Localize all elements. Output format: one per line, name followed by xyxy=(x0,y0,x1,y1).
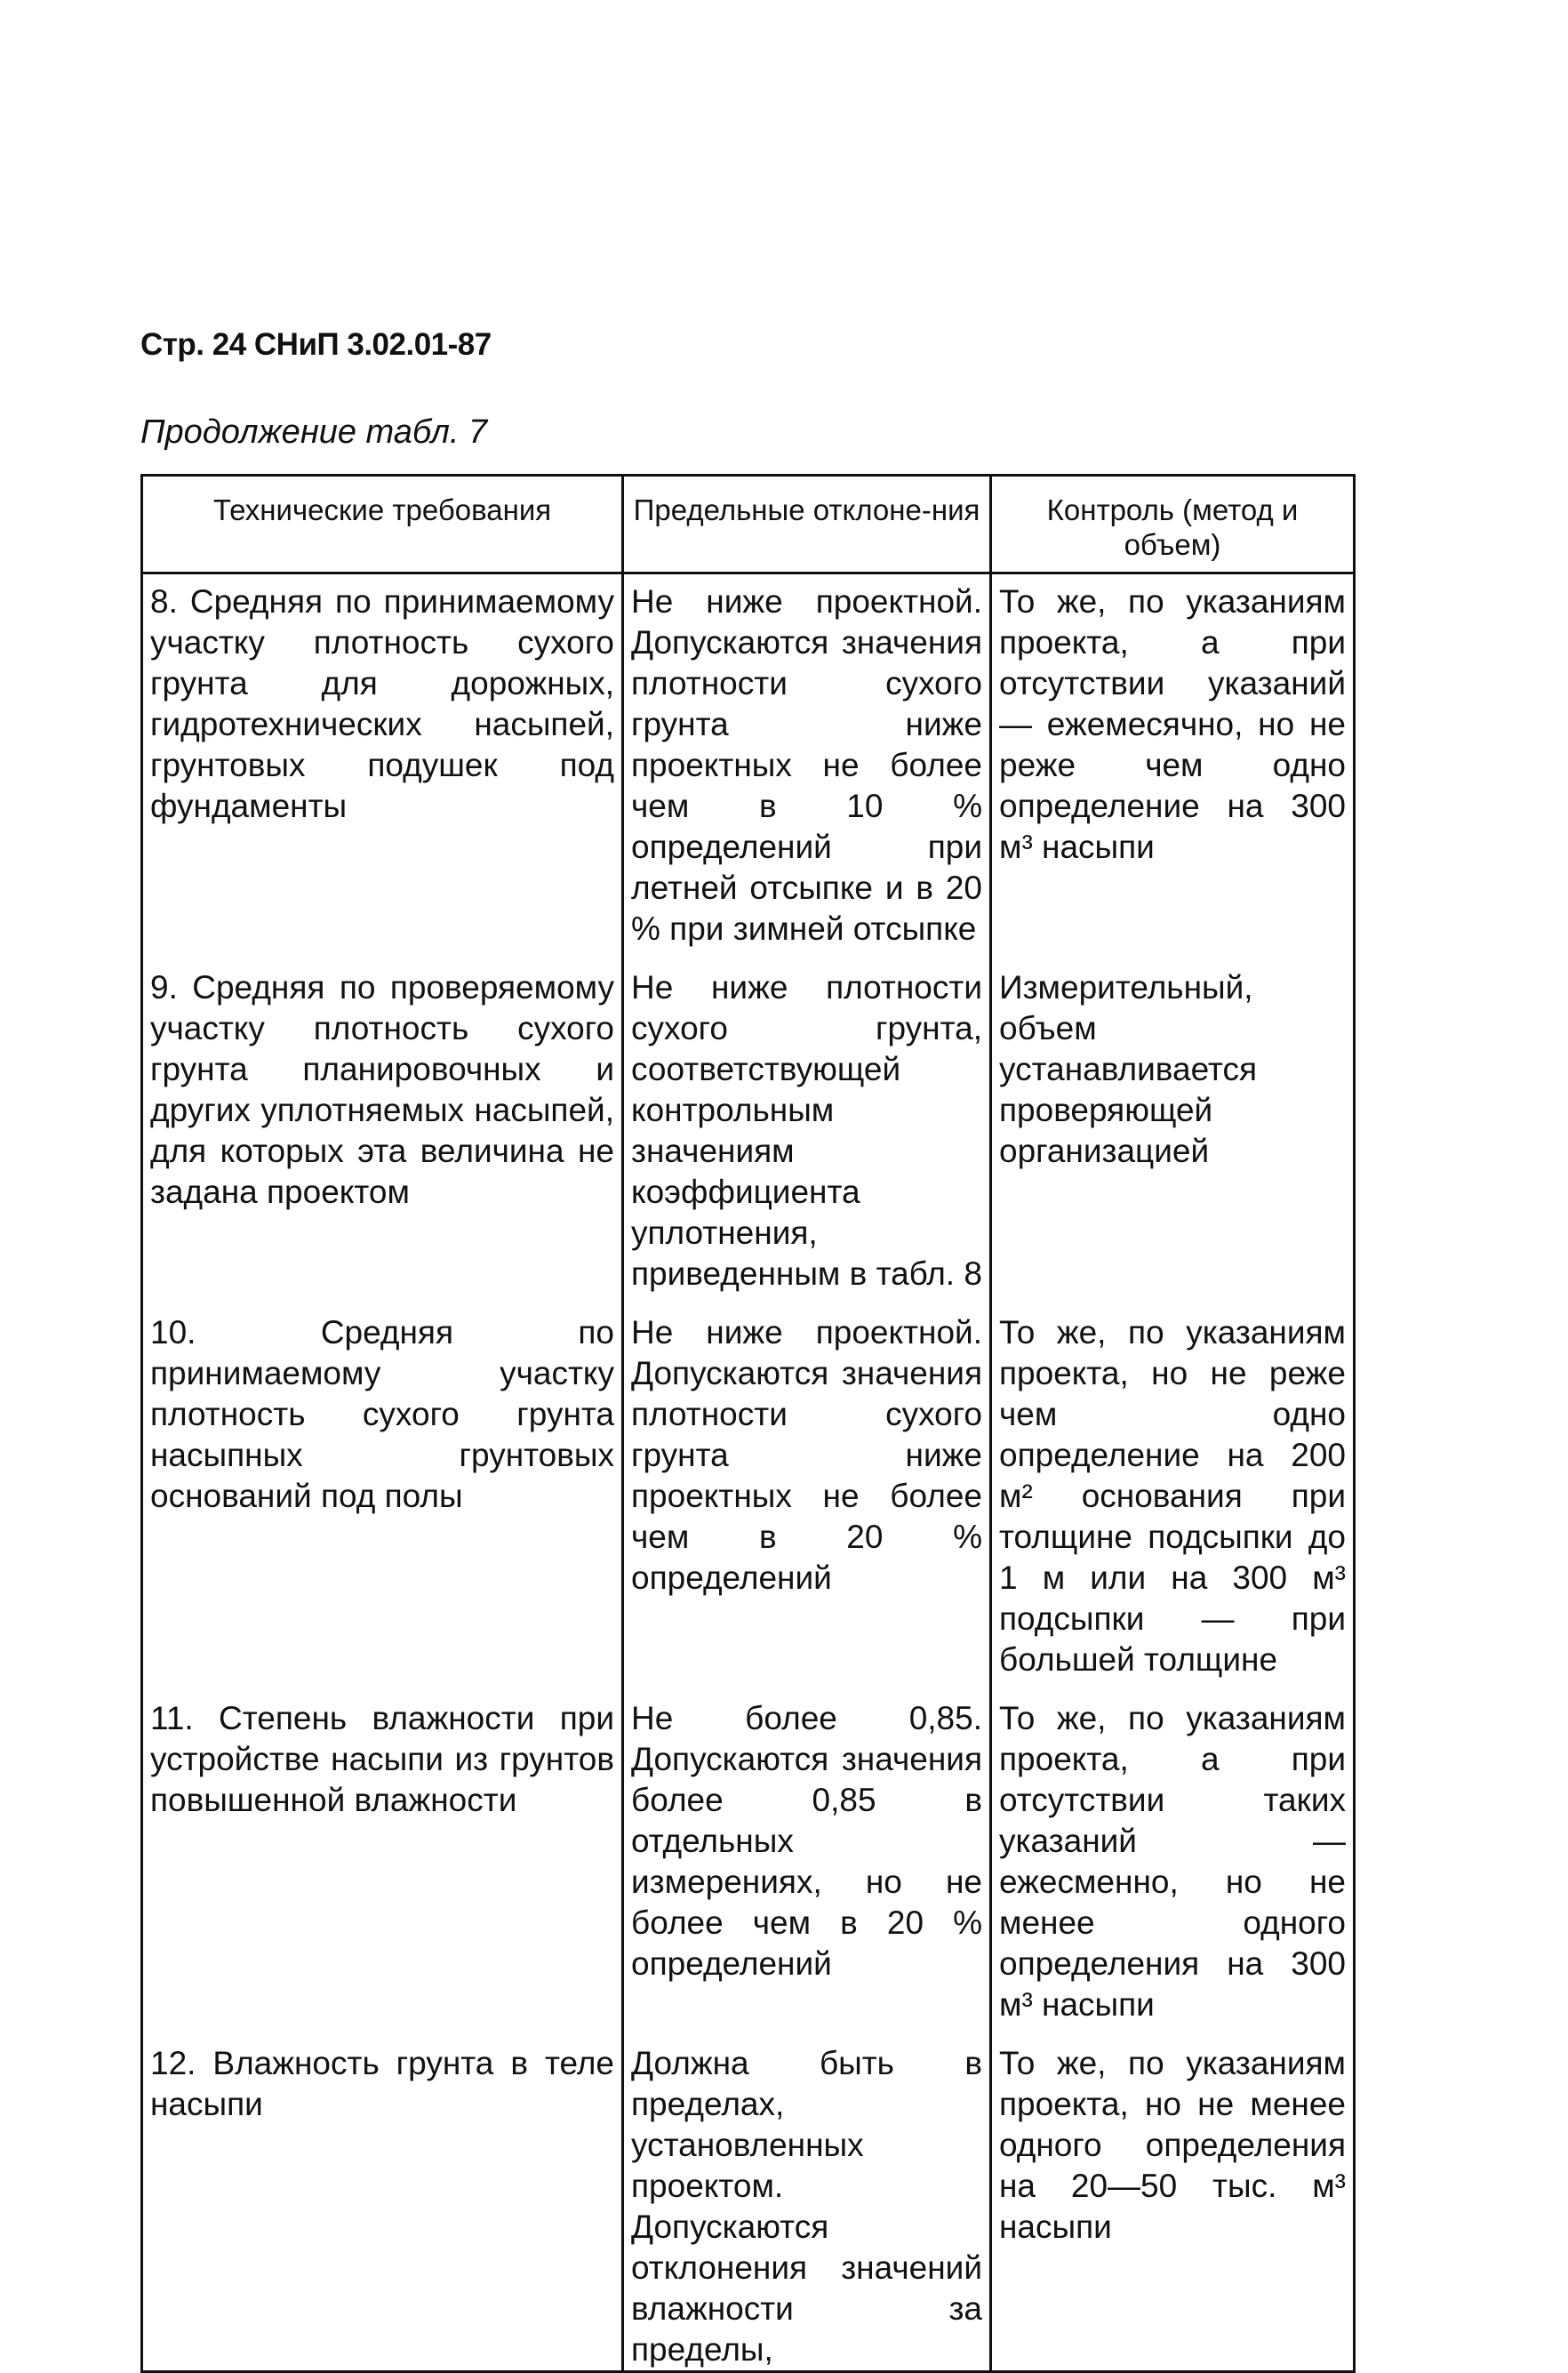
control-cell: То же, по указаниям проекта, но не менее одного определения на 20—50 тыс. м³ насыпи xyxy=(991,2025,1355,2372)
deviation-cell: Не более 0,85. Допускаются значения более 0,85 в отдельных измерениях, но не более чем в 20 % определений xyxy=(623,1680,991,2025)
deviation-cell: Не ниже проектной. Допускаются значения плотности сухого грунта ниже проектных не более чем в 20 % определений xyxy=(623,1295,991,1680)
table-row xyxy=(142,2025,1355,2372)
control-cell: То же, по указаниям проекта, а при отсутствии таких указаний — ежесменно, но не менее одного определения на 300 м³ насыпи xyxy=(991,1680,1355,2025)
control-cell: Измерительный, объем устанавливается проверяющей организацией xyxy=(991,950,1355,1295)
deviation-cell: Должна быть в пределах, установленных проектом. Допускаются отклонения значений влажности за пределы, xyxy=(623,2025,991,2372)
table-row xyxy=(142,950,1355,1295)
requirement-cell: 8. Средняя по принимаемому участку плотность сухого грунта для дорожных, гидротехнических насыпей, грунтовых подушек под фундаменты xyxy=(142,573,623,950)
deviation-cell: Не ниже проектной. Допускаются значения плотности сухого грунта ниже проектных не более чем в 10 % определений при летней отсыпке и в 20 % при зимней отсыпке xyxy=(623,573,991,950)
header-control: Контроль (метод и объем) xyxy=(991,476,1355,573)
table-caption: Продолжение табл. 7 xyxy=(140,413,488,451)
table-row xyxy=(142,573,1355,950)
requirements-table xyxy=(140,474,1356,2373)
deviation-cell: Не ниже плотности сухого грунта, соответствующей контрольным значениям коэффициента уплотнения, приведенным в табл. 8 xyxy=(623,950,991,1295)
page-header: Стр. 24 СНиП 3.02.01-87 xyxy=(140,327,492,362)
requirement-cell: 9. Средняя по проверяемому участку плотность сухого грунта планировочных и других уплотняемых насыпей, для которых эта величина не задана проектом xyxy=(142,950,623,1295)
table-header-row xyxy=(142,476,1355,573)
table-row xyxy=(142,1295,1355,1680)
header-deviations: Предельные отклоне-ния xyxy=(623,476,991,573)
header-requirements: Технические требования xyxy=(142,476,623,573)
requirement-cell: 12. Влажность грунта в теле насыпи xyxy=(142,2025,623,2372)
control-cell: То же, по указаниям проекта, а при отсутствии указаний — ежемесячно, но не реже чем одно определение на 300 м³ насыпи xyxy=(991,573,1355,950)
requirement-cell: 11. Степень влажности при устройстве насыпи из грунтов повышенной влажности xyxy=(142,1680,623,2025)
control-cell: То же, по указаниям проекта, но не реже чем одно определение на 200 м² основания при толщине подсыпки до 1 м или на 300 м³ подсыпки — при большей толщине xyxy=(991,1295,1355,1680)
requirement-cell: 10. Средняя по принимаемому участку плотность сухого грунта насыпных грунтовых оснований под полы xyxy=(142,1295,623,1680)
table-row xyxy=(142,1680,1355,2025)
